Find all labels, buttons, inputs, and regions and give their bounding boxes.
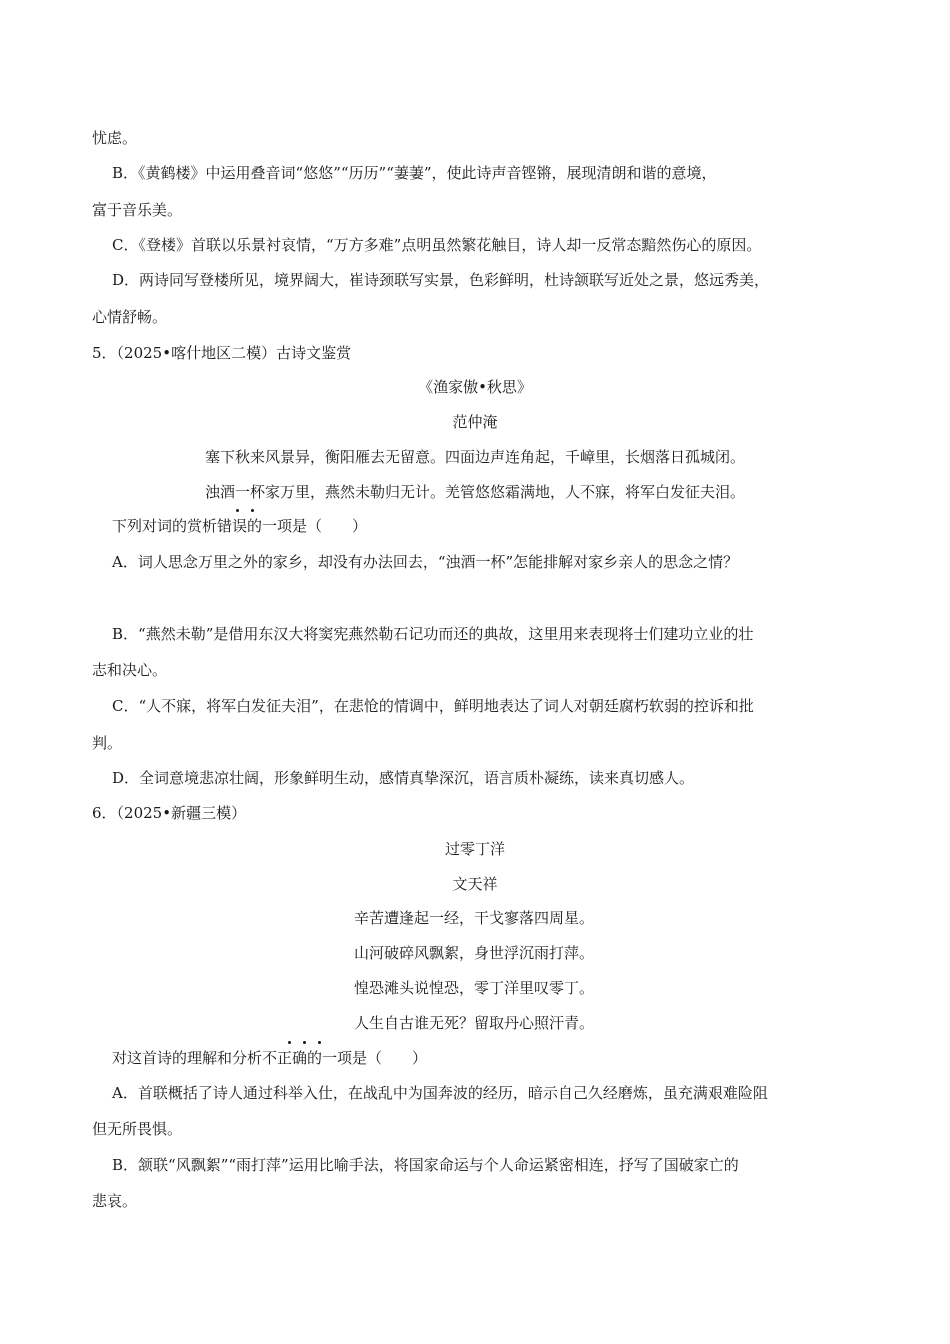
q6-question-stem: 对这首诗的理解和分析不正确的一项是（ ） xyxy=(112,1049,428,1067)
q6-poem-line: 山河破碎风飘絮，身世浮沉雨打萍。 xyxy=(354,944,595,962)
emphasis-dot xyxy=(288,1041,291,1044)
q5-poem-author: 范仲淹 xyxy=(452,413,498,431)
emphasis-dot xyxy=(236,509,239,512)
q6-header: 6．（2025•新疆三模） xyxy=(92,804,247,822)
q6-option-b: B．颔联“风飘絮”“雨打萍”运用比喻手法，将国家命运与个人命运紧密相连，抒写了国破家亡的 xyxy=(112,1156,739,1174)
q5-option-d: D．全词意境悲凉壮阔，形象鲜明生动，感情真挚深沉，语言质朴凝练，读来真切感人。 xyxy=(112,769,695,787)
q5-header: 5．（2025•喀什地区二模）古诗文鉴赏 xyxy=(92,344,352,362)
q6-poem-author: 文天祥 xyxy=(452,875,498,893)
q6-option-a-cont: 但无所畏惧。 xyxy=(92,1120,183,1138)
q5-poem-title: 《渔家傲•秋思》 xyxy=(418,378,532,396)
q4-text-continuation: 忧虑。 xyxy=(92,129,138,147)
q4-option-d: D．两诗同写登楼所见，境界阔大，崔诗颈联写实景，色彩鲜明，杜诗颔联写近处之景，悠远秀美， xyxy=(112,271,770,289)
q6-poem-line: 惶恐滩头说惶恐，零丁洋里叹零丁。 xyxy=(354,979,595,997)
q6-poem-line: 人生自古谁无死？留取丹心照汗青。 xyxy=(354,1014,595,1032)
q6-poem-title: 过零丁洋 xyxy=(444,840,505,858)
q6-poem-line: 辛苦遭逢起一经，干戈寥落四周星。 xyxy=(354,909,595,927)
emphasis-dot xyxy=(251,509,254,512)
q5-option-c-cont: 判。 xyxy=(92,734,123,752)
q6-option-a: A．首联概括了诗人通过科举入仕，在战乱中为国奔波的经历，暗示自己久经磨炼，虽充满艰难险阻 xyxy=(112,1084,768,1102)
q4-option-d-cont: 心情舒畅。 xyxy=(92,308,168,326)
q5-option-b: B．“燕然未勒”是借用东汉大将窦宪燕然勒石记功而还的典故，这里用来表现将士们建功立业的壮 xyxy=(112,625,754,643)
emphasis-dot xyxy=(318,1041,321,1044)
q5-question-stem: 下列对词的赏析错误的一项是（ ） xyxy=(112,517,368,535)
q5-verse-2: 浊酒一杯家万里，燕然未勒归无计。羌管悠悠霜满地，人不寐，将军白发征夫泪。 xyxy=(204,483,745,501)
q4-option-b-cont: 富于音乐美。 xyxy=(92,201,183,219)
q4-option-c: C．《登楼》首联以乐景衬哀情，“万方多难”点明虽然繁花触目，诗人却一反常态黯然伤心的原因。 xyxy=(112,236,762,254)
q5-option-a: A．词人思念万里之外的家乡，却没有办法回去，“浊酒一杯”怎能排解对家乡亲人的思念之情？ xyxy=(112,553,739,571)
emphasis-dot xyxy=(303,1041,306,1044)
q4-option-b: B．《黄鹤楼》中运用叠音词“悠悠”“历历”“萋萋”，使此诗声音铿锵，展现清朗和谐的意境， xyxy=(112,164,717,182)
q6-option-b-cont: 悲哀。 xyxy=(92,1192,138,1210)
q5-option-b-cont: 志和决心。 xyxy=(92,661,168,679)
q5-option-c: C．“人不寐，将军白发征夫泪”，在悲怆的情调中，鲜明地表达了词人对朝廷腐朽软弱的控诉和批 xyxy=(112,697,754,715)
q5-verse-1: 塞下秋来风景异，衡阳雁去无留意。四面边声连角起，千嶂里，长烟落日孤城闭。 xyxy=(204,448,745,466)
